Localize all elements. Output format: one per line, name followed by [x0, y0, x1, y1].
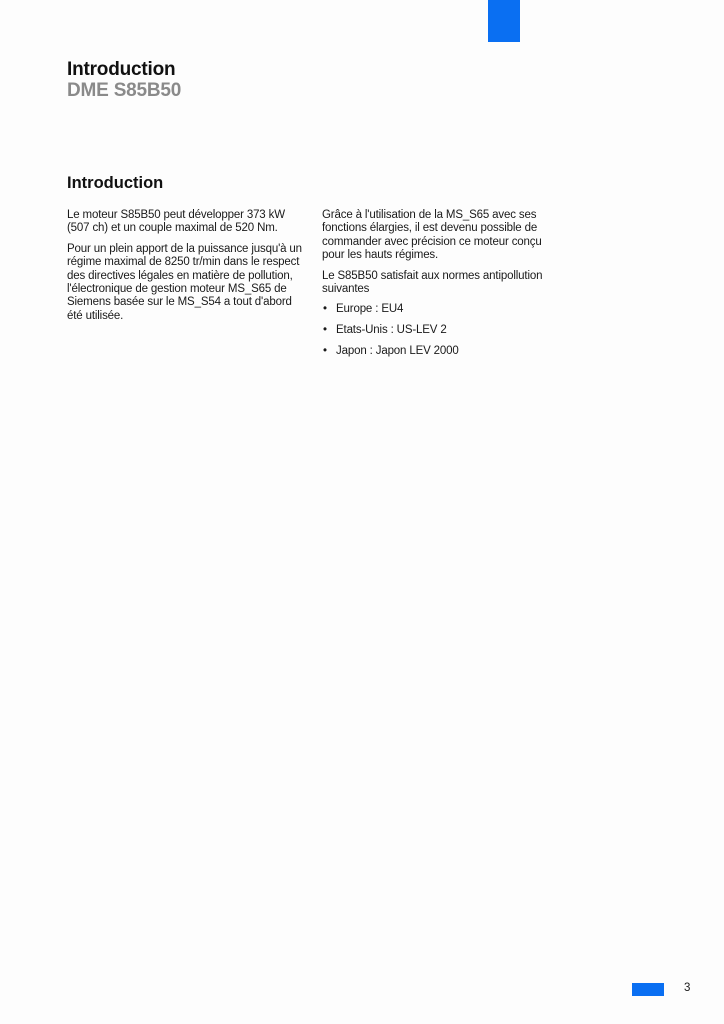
- list-item-label: Japon : Japon LEV 2000: [336, 345, 459, 358]
- emission-standards-list: [322, 303, 566, 358]
- list-item: [322, 303, 566, 316]
- list-item-label: Etats-Unis : US-LEV 2: [336, 324, 447, 337]
- paragraph-engine-management: Pour un plein apport de la puissance jusqu'à un régime maximal de 8250 tr/min dans le respect des directives légales en matière de pollution, l'électronique de gestion moteur MS_S65 de Siemens basée sur le MS_S54 a tout d'abord été utilisée.: [67, 242, 302, 322]
- list-item: [322, 324, 566, 337]
- top-blue-tab: [488, 0, 520, 42]
- bullet-icon: •: [323, 324, 327, 337]
- page-title: Introduction: [67, 59, 176, 80]
- bullet-icon: •: [323, 303, 327, 316]
- paragraph-engine-output: Le moteur S85B50 peut développer 373 kW (507 ch) et un couple maximal de 520 Nm.: [67, 209, 285, 235]
- list-item: [322, 345, 566, 358]
- bullet-icon: •: [323, 345, 327, 358]
- page-subtitle: DME S85B50: [67, 80, 182, 101]
- footer-blue-bar: [632, 983, 664, 996]
- section-heading: Introduction: [67, 174, 164, 192]
- left-text-column: [67, 209, 310, 330]
- list-item-label: Europe : EU4: [336, 303, 404, 316]
- page-number: 3: [684, 982, 691, 994]
- paragraph-ms-s65: Grâce à l'utilisation de la MS_S65 avec ses fonctions élargies, il est devenu possible de commander avec précision ce moteur conçu pour les hauts régimes.: [322, 209, 542, 262]
- paragraph-emission-standards: Le S85B50 satisfait aux normes antipollution suivantes: [322, 269, 543, 296]
- right-text-column: [322, 209, 566, 366]
